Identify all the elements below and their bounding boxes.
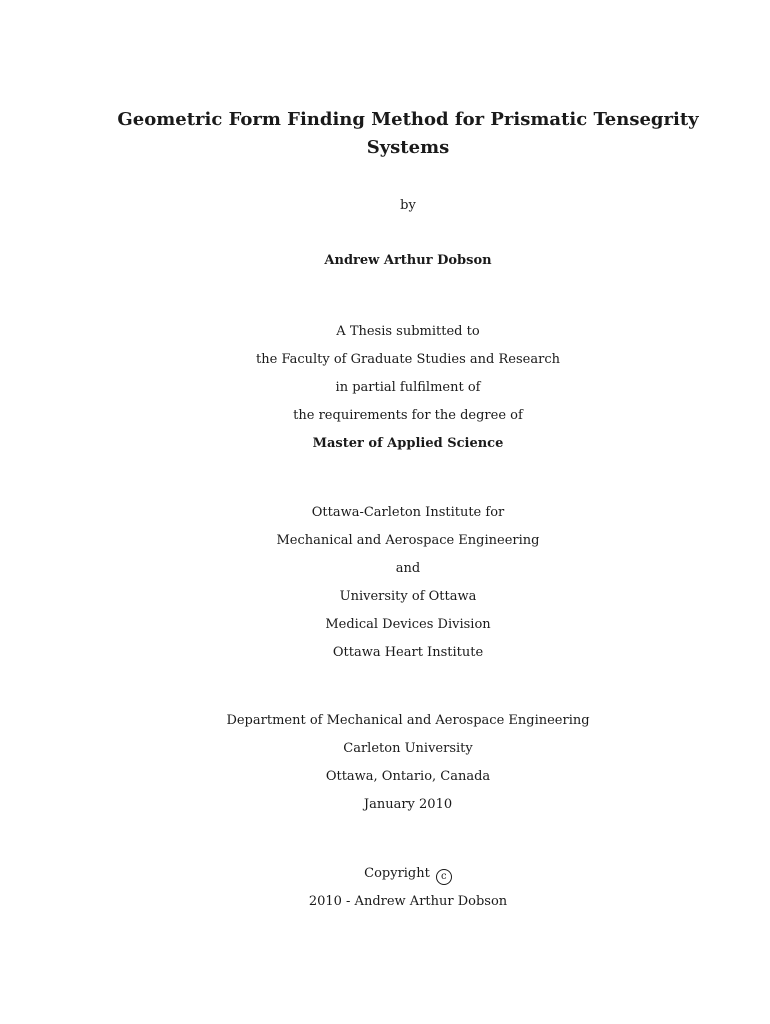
institute-line-6: Ottawa Heart Institute — [332, 645, 484, 660]
author-name: Andrew Arthur Dobson — [324, 253, 492, 268]
institute-line-5: Medical Devices Division — [325, 617, 491, 632]
submission-line-1: A Thesis submitted to — [336, 324, 480, 339]
copyright-label: Copyright — [364, 866, 430, 881]
copyright-line-2: 2010 - Andrew Arthur Dobson — [308, 894, 508, 909]
university-name: Carleton University — [343, 741, 473, 756]
submission-date: January 2010 — [363, 797, 453, 812]
institute-line-2: Mechanical and Aerospace Engineering — [276, 533, 540, 548]
institute-line-3: and — [395, 561, 421, 576]
submission-line-2: the Faculty of Graduate Studies and Research — [256, 352, 560, 367]
copyright-symbol-icon: c — [436, 869, 452, 885]
institute-line-1: Ottawa-Carleton Institute for — [311, 505, 505, 520]
submission-line-4: the requirements for the degree of — [293, 408, 523, 423]
by-label: by — [400, 198, 416, 213]
submission-line-3: in partial fulfilment of — [335, 380, 481, 395]
thesis-title-line-2: Systems — [366, 137, 450, 158]
department-name: Department of Mechanical and Aerospace Engineering — [226, 713, 590, 728]
thesis-title-line-1: Geometric Form Finding Method for Prismatic Tensegrity — [117, 109, 699, 130]
degree-name: Master of Applied Science — [312, 436, 504, 451]
institute-line-4: University of Ottawa — [339, 589, 477, 604]
copyright-line-1 — [0, 865, 770, 885]
university-location: Ottawa, Ontario, Canada — [325, 769, 491, 784]
